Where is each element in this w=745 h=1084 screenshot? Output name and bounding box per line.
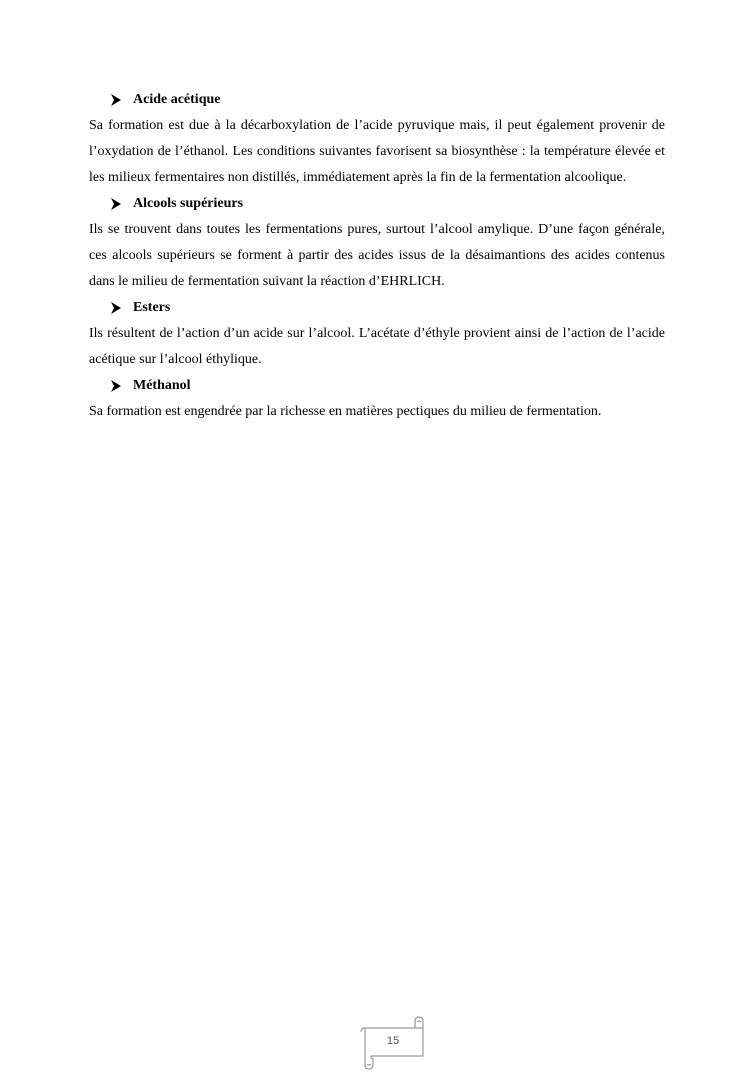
page-footer — [357, 1014, 429, 1072]
section-heading-label: Méthanol — [133, 378, 191, 393]
section-paragraph: Sa formation est due à la décarboxylation de l’acide pyruvique mais, il peut également provenir de l’oxydation de l’éthanol. Les conditions suivantes favorisent sa biosynthèse : la température élevée et les milieux fermentaires non distillés, immédiatement après la fin de la fermentation alcoolique. — [89, 118, 665, 185]
arrow-bullet-icon — [111, 94, 121, 106]
section-paragraph: Sa formation est engendrée par la richesse en matières pectiques du milieu de fermentation. — [89, 404, 602, 419]
document-body — [89, 87, 665, 425]
arrow-bullet-icon — [111, 198, 121, 210]
section-paragraph: Ils se trouvent dans toutes les fermentations pures, surtout l’alcool amylique. D’une façon générale, ces alcools supérieurs se forment à partir des acides issus de la désaimantions des acides contenus dans le milieu de fermentation suivant la réaction d’EHRLICH. — [89, 222, 665, 289]
section-paragraph: Ils résultent de l’action d’un acide sur l’alcool. L’acétate d’éthyle provient ainsi de l’action de l’acide acétique sur l’alcool éthylique. — [89, 326, 665, 367]
section-heading-esters — [89, 295, 665, 321]
section-heading-label: Alcools supérieurs — [133, 196, 244, 211]
section-heading-alcools-superieurs — [89, 191, 665, 217]
page-number: 15 — [386, 1035, 400, 1047]
section-heading-label: Esters — [133, 300, 171, 315]
section-heading-label: Acide acétique — [133, 92, 221, 107]
section-heading-methanol — [89, 373, 665, 399]
arrow-bullet-icon — [111, 380, 121, 392]
section-heading-acide-acetique — [89, 87, 665, 113]
arrow-bullet-icon — [111, 302, 121, 314]
